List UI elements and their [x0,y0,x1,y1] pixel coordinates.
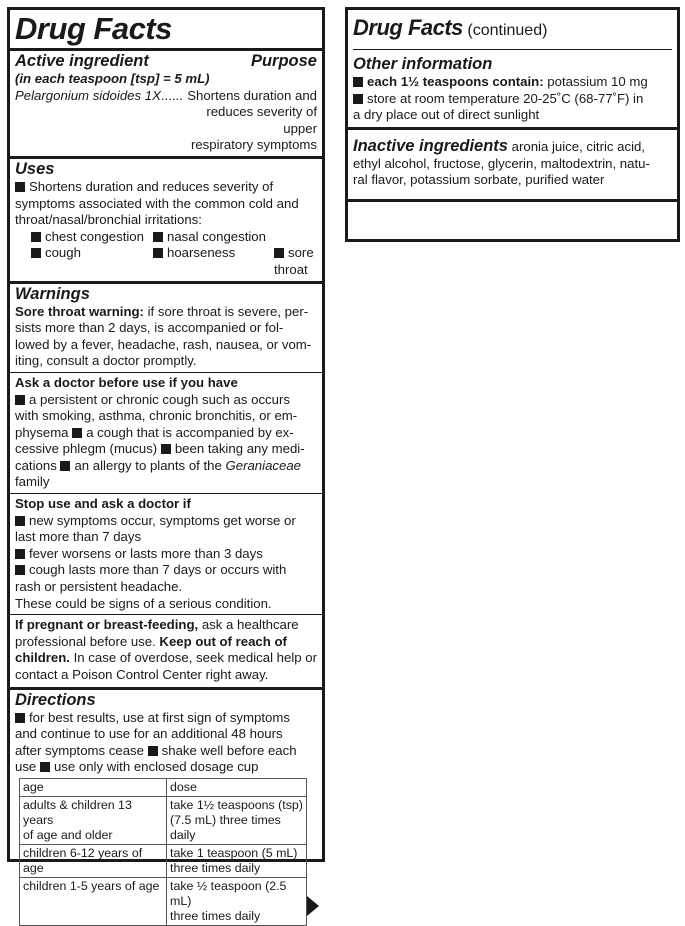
other-text: a dry place out of direct sunlight [353,107,540,123]
purpose-line: Shortens duration and [187,87,317,103]
age-line: of age and older [23,827,113,842]
keep-out-label: children. [15,650,70,666]
inactive-text: ral flavor, potassium sorbate, purified water [353,172,605,188]
bullet-square-icon [153,248,163,258]
warning-text: cough lasts more than 7 days or occurs with [29,562,287,578]
age-line: children 6-12 years of age [23,845,143,875]
warning-text: ask a healthcare [198,617,299,633]
use-item: sore throat [274,245,314,277]
inactive-ingredients-section [348,130,677,202]
age-cell [20,844,167,877]
drug-facts-panel-right [345,7,680,242]
plant-family-name: Geraniaceae [225,457,301,473]
age-line: adults & children 13 years [23,797,132,827]
ask-doctor-heading: Ask a doctor before use if you have [15,374,238,390]
continued-arrow-icon [307,896,319,916]
bullet-square-icon [15,565,25,575]
warning-text: contact a Poison Control Center right away. [15,667,269,682]
directions-section [10,690,322,926]
drug-facts-panel-left [7,7,325,923]
title-section [10,10,322,51]
bullet-square-icon [148,746,158,756]
keep-out-label: Keep out of reach of [159,633,287,649]
dose-cell [167,877,307,925]
other-text: potassium 10 mg [543,74,648,89]
active-ingredient-heading: Active ingredient [15,52,149,70]
warning-text: In case of overdose, seek medical help or [69,650,318,666]
uses-heading: Uses [15,159,55,178]
directions-text: use [15,759,40,775]
dose-line: three times daily [170,860,261,875]
directions-heading: Directions [15,690,96,709]
purpose-text [183,88,317,154]
warning-text: with smoking, asthma, chronic bronchitis, or em- [15,408,298,424]
stop-use-heading: Stop use and ask a doctor if [15,496,191,512]
warning-text: a cough that is accompanied by ex- [86,424,294,440]
warning-text: a persistent or chronic cough such as occurs [29,391,290,407]
warning-text: sists more than 2 days, is accompanied or fol- [15,320,284,336]
use-item: chest congestion [45,228,144,244]
warning-text: rash or persistent headache. [15,579,183,595]
table-row [20,796,307,844]
dose-line: (7.5 mL) three times daily [170,812,281,842]
drug-facts-title: Drug Facts [353,15,463,40]
use-item: nasal congestion [167,228,266,244]
table-header-row [20,778,307,796]
other-information-section [348,50,677,130]
warning-text: last more than 7 days [15,529,142,545]
directions-text: after symptoms cease [15,742,148,758]
ingredient-name: Pelargonium sidoides 1X [15,87,161,103]
warnings-section [10,284,322,690]
bullet-square-icon [353,77,363,87]
stop-use-block [10,494,322,615]
purpose-heading: Purpose [250,52,317,70]
bullet-square-icon [15,182,25,192]
dose-cell [167,796,307,844]
dosage-table [19,778,307,926]
warning-text: These could be signs of a serious condition. [15,595,272,611]
uses-section [10,159,322,284]
warning-text: lowed by a fever, headache, rash, nausea, or vom- [15,336,312,352]
drug-facts-title: Drug Facts [15,11,172,46]
active-ingredient-section [10,48,322,159]
pregnancy-label: If pregnant or breast-feeding, [15,617,199,633]
dose-line: three times daily [170,908,261,923]
active-ingredient-subheading: (in each teaspoon [tsp] = 5 mL) [15,71,210,86]
directions-text: and continue to use for an additional 48 hours [15,726,283,742]
warning-text: new symptoms occur, symptoms get worse or [29,512,296,528]
bullet-square-icon [15,395,25,405]
bullet-square-icon [15,549,25,559]
dose-line: take 1 teaspoon (5 mL) [170,845,298,860]
bullet-square-icon [31,232,41,242]
directions-text: for best results, use at first sign of symptoms [29,709,290,725]
dose-line: take 1½ teaspoons (tsp) [170,797,303,812]
directions-text: shake well before each [161,742,297,758]
warning-text: cations [15,457,61,473]
leader-dots: ...... [160,87,183,103]
use-item: hoarseness [167,245,236,261]
purpose-line: reduces severity of upper [206,104,317,136]
warning-text: fever worsens or lasts more than 3 days [29,545,263,561]
bullet-square-icon [60,461,70,471]
bullet-square-icon [31,248,41,258]
bullet-square-icon [153,232,163,242]
inactive-text: aronia juice, citric acid, [507,138,646,154]
warning-text: been taking any medi- [174,441,305,457]
continued-label: (continued) [462,22,548,39]
bullet-square-icon [40,762,50,772]
warnings-heading: Warnings [15,284,90,303]
contents-label: each 1½ teaspoons contain: [367,74,544,89]
bullet-square-icon [15,713,25,723]
uses-text: symptoms associated with the common cold and [15,195,299,211]
age-cell [20,796,167,844]
table-row [20,877,307,925]
warning-text: an allergy to plants of the [74,457,226,473]
dose-header: dose [167,778,307,796]
warning-text: professional before use. [15,633,160,649]
bullet-square-icon [274,248,284,258]
warning-text: family [15,474,50,490]
bullet-square-icon [161,444,171,454]
inactive-ingredients-heading: Inactive ingredients [353,136,508,155]
other-text: store at room temperature 20-25˚C (68-77˚F) in [367,90,644,106]
uses-text: throat/nasal/bronchial irritations: [15,212,202,228]
warning-text: physema [15,424,73,440]
bullet-square-icon [353,94,363,104]
uses-text: Shortens duration and reduces severity of [29,178,274,194]
inactive-text: ethyl alcohol, fructose, glycerin, maltodextrin, natu- [353,155,650,171]
use-item: cough [45,245,81,261]
directions-text: use only with enclosed dosage cup [53,759,259,775]
sore-throat-label: Sore throat warning: [15,303,144,319]
table-row [20,844,307,877]
purpose-line: respiratory symptoms [190,137,317,153]
bullet-square-icon [72,428,82,438]
pregnancy-block [10,615,322,686]
other-information-heading: Other information [353,55,493,73]
age-cell [20,877,167,925]
ask-doctor-block [10,373,322,494]
warning-text: iting, consult a doctor promptly. [15,353,197,369]
title-section [353,10,672,50]
warning-text: cessive phlegm (mucus) [15,441,161,457]
age-header: age [20,778,167,796]
bullet-square-icon [15,516,25,526]
dose-cell [167,844,307,877]
age-line: children 1-5 years of age [23,878,160,893]
warning-text: if sore throat is severe, per- [143,303,309,319]
dose-line: take ½ teaspoon (2.5 mL) [170,878,287,908]
